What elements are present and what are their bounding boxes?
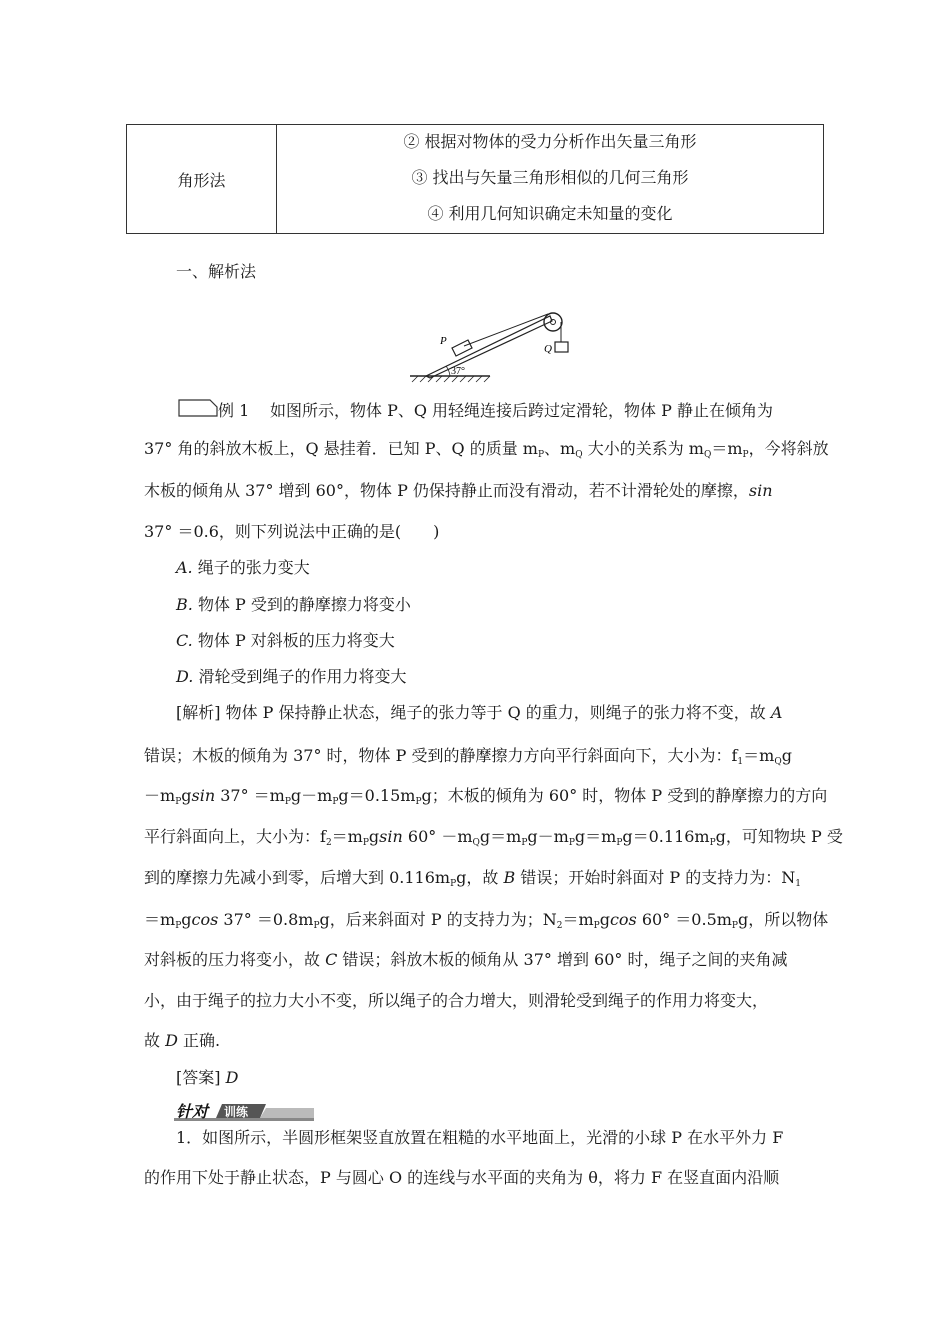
analysis-line: 到的摩擦力先减小到零，后增大到 $0.116m_Pg$，故 B 错误；开始时斜面对 P 的支持力为：$N_1$ [144,868,802,889]
method-name: 角形法 [127,125,277,233]
analysis-line: [解析] 物体 P 保持静止状态，绳子的张力等于 Q 的重力，则绳子的张力将不变，故 A [176,703,783,722]
analysis-line: 小，由于绳子的拉力大小不变，所以绳子的合力增大，则滑轮受到绳子的作用力将变大， [144,991,769,1010]
angle-label: 37° [451,366,465,377]
example-line: 37° 角的斜放木板上，Q 悬挂着．已知 P、Q 的质量 $m_P$、$m_Q$ 大小的关系为 $m_Q=m_P$，今将斜放 [144,439,829,460]
example-tag-icon [178,399,218,417]
analysis-line: $=m_Pgcos$ $37^\circ =0.8m_Pg$，后来斜面对 P 的支持力为；$N_2=m_Pgcos$ $60^\circ =0.5m_Pg$，所以物体 [144,910,829,931]
analysis-line: 平行斜面向上，大小为：$f_2=m_Pgsin$ $60^\circ -m_Qg=m_Pg-m_Pg=m_Pg=0.116m_Pg$，可知物块 P 受 [144,827,843,848]
training-banner [174,1100,314,1122]
label-p: P [440,335,447,347]
option-c: C. 物体 P 对斜板的压力将变大 [176,631,395,650]
method-steps [277,125,823,233]
method-step: ② 根据对物体的受力分析作出矢量三角形 [403,132,697,151]
example-label: 例 1 [218,401,250,420]
example-line: 如图所示，物体 P、Q 用轻绳连接后跨过定滑轮，物体 P 静止在倾角为 [270,401,773,420]
method-step: ④ 利用几何知识确定未知量的变化 [427,204,673,223]
method-table [126,124,824,234]
option-b: B. 物体 P 受到的静摩擦力将变小 [176,595,411,614]
section-heading: 一、解析法 [176,262,257,281]
analysis-line: 对斜板的压力将变小，故 C 错误；斜放木板的倾角从 37° 增到 60° 时，绳子之间的夹角减 [144,950,788,969]
example-line: 木板的倾角从 37° 增到 60°，物体 P 仍保持静止而没有滑动，若不计滑轮处的摩擦，sin [144,481,773,500]
svg-text:针对: 针对 [176,1102,209,1121]
problem-line: 1．如图所示，半圆形框架竖直放置在粗糙的水平地面上，光滑的小球 P 在水平外力 F [176,1128,784,1147]
analysis-line: $-m_Pgsin$ $37^\circ =m_Pg-m_Pg=0.15m_Pg$；木板的倾角为 60° 时，物体 P 受到的静摩擦力的方向 [144,786,828,807]
label-q: Q [544,343,552,355]
example-line: 37° ＝0.6，则下列说法中正确的是( ) [144,522,440,541]
analysis-line: 错误；木板的倾角为 37° 时，物体 P 受到的静摩擦力方向平行斜面向下，大小为：$f_1=m_Qg$ [144,746,792,767]
problem-line: 的作用下处于静止状态，P 与圆心 O 的连线与水平面的夹角为 θ，将力 F 在竖直面内沿顺 [144,1168,780,1187]
answer: [答案] D [176,1068,239,1087]
svg-text:训练: 训练 [224,1105,249,1119]
option-a: A. 绳子的张力变大 [176,558,310,577]
incline-figure [400,310,600,386]
option-d: D. 滑轮受到绳子的作用力将变大 [176,667,407,686]
analysis-line: 故 D 正确. [144,1031,221,1050]
method-step: ③ 找出与矢量三角形相似的几何三角形 [411,168,689,187]
